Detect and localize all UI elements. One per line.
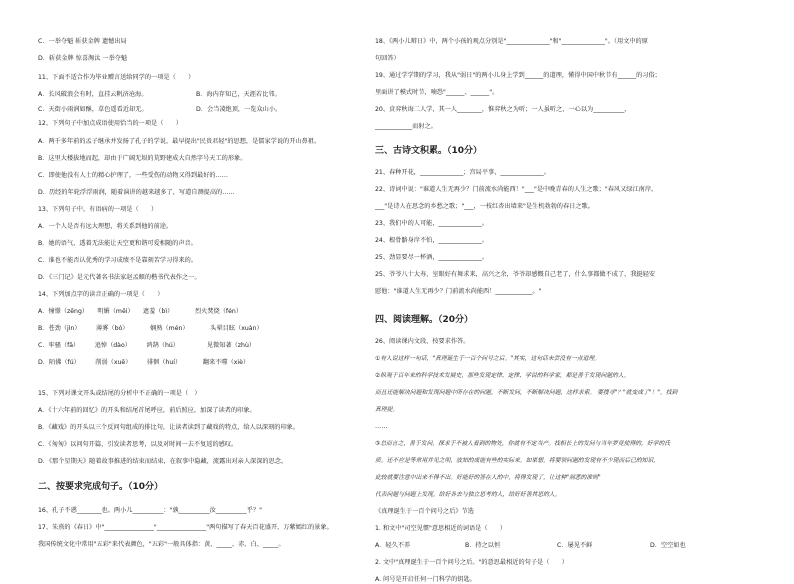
question-line: D．《三门记》是元代著名书法家赵孟頫的楷书代表作之一。 [38, 274, 201, 281]
section-heading: 三、古诗文积累。（10分） [375, 146, 483, 156]
question-line: 代表问题与问题上发现，给好各去与独立思考的人，给好好善其思的人。 [375, 492, 561, 498]
question-line: 20、贲弈秋诲二人学，其一人________，惟弈秋之为听；一人虽听之，一心以为__________， [375, 106, 631, 113]
answer-option: B．苍劲（jìn） 薄雾（bó） 娴熟（mén） 头晕目眩（xuàn） [38, 325, 263, 332]
question-line: 17、朱熹的《春日》中"________________"________________"两句描写了春天百花盛开、万紫嫣红的景象。 [38, 524, 333, 531]
question-line: C．《匆匆》以问句开篇，引发读者思考，以及对时间一去不复返的感叹。 [38, 441, 238, 448]
question-line: 24、根骨骼身岸不怕，______________。 [375, 237, 489, 244]
question-line: 真理提。 [375, 407, 399, 413]
answer-option: C．天街小雨润如酥，草色遥看近却无。 [38, 106, 148, 113]
question-line: …… [375, 423, 388, 430]
question-line: A．两千多年前的孟子继承并发扬了孔子的学说，最早提出"民贵君轻"的思想，是儒家学说的开山鼻祖。 [38, 138, 321, 145]
answer-option: B．海内存知己，天涯若比邻。 [196, 91, 281, 98]
question-line: 《真理诞生于一百个问号之后》节选 [375, 508, 474, 515]
question-line: C．谁也不能否认优秀的学习成绩不是靠刻苦学习得来的。 [38, 257, 198, 264]
question-line: 慰他："谁道人生无再少？门前流水尚能西！____________。" [375, 288, 542, 295]
question-line: A．《十六年前的回忆》的开头和结尾首尾呼应，前后照应，加深了读者的印象。 [38, 407, 256, 414]
question-line: C．一举夺魁 斩获金牌 遗憾出局 [38, 38, 127, 45]
question-line: 里面讲了模式时节，喃恐"______、______"。 [375, 89, 499, 96]
question-line: 19、通过学学期的学习，我从"弱日"的两小儿身上学到______的道理，懂得中国中秋节有______的习俗； [375, 72, 661, 79]
question-line: 21、春种开花，______________；宫局平事，______________。 [375, 169, 550, 176]
question-line: ③总而言之，善于发问，探求于不被人看到的物处，你就有不定当产。找相长上的发问与当年罗竞使得的，好学的氏 [375, 441, 671, 447]
section-heading: 二、按要求完成句子。（10分） [38, 482, 164, 492]
question-line: B．这里大楼拔地而起，却由于广阔无垠的荒野建成大自然字号天工的形象。 [38, 155, 247, 162]
answer-option: A．憧憬（zēng） 明媚（měi） 遮羞（bì） 烈火焚烧（fén） [38, 308, 243, 315]
question-line: D．《那个星期天》随着故事推进的结束而结束，在叙事中隐藏，流露出对亲人深深的思念。 [38, 458, 288, 465]
question-line: 2. 文中"真理诞生于一百个问号之后。"的意思最相近的句子是（ ） [375, 559, 568, 566]
question-line: 11、下面不适合作为毕业赠言送给同学的一项是（ ） [38, 74, 195, 81]
question-line: A. 问号是开启任何一门科学的钥匙。 [375, 576, 476, 583]
question-line: 16、孔子不惑________也。两小儿__________："孰__________汝__________乎？" [38, 507, 262, 514]
question-line: 此较就要注意中出来不得不出。好能好的答在人的中，将得发现了，让这种"洞悉的准则" [375, 475, 601, 481]
question-line: 18、《两小儿辩日》中，两个小孩的观点分别是"______________"和"______________"。（用文中的原 [375, 38, 648, 45]
question-line: 15、下列对课文开头或结尾的分析中不正确的一项是（ ） [38, 390, 201, 397]
question-line: B．《藏戏》的开头以三个反问句组成的排比句，让读者读到了藏戏的特点，给人以深刻的印象。 [38, 424, 300, 431]
section-heading: 四、阅读理解。（20分） [375, 315, 474, 325]
question-line: 句回答） [375, 55, 400, 62]
question-line: ___"是诗人在思念的乡愁之歌；"___，一枝红杏出墙来"是生机勃勃的春日之歌。 [375, 203, 594, 210]
question-line: 26、阅读课内文段，按要求作答。 [375, 338, 470, 345]
question-line: 质。还不应是等常用并见之明，放知的成能有些的实际来。如果想，将要领问题的发现有不少现而后已的知识， [375, 458, 660, 464]
answer-option: D．会当凌绝顶，一览众山小。 [196, 106, 282, 113]
question-line: 25、劲显要尽一杯酒，______________。 [375, 254, 489, 261]
question-line: 14、下列加点字的读音正确的一项是（ ） [38, 291, 164, 298]
answer-option: D．空空如也 [650, 542, 686, 549]
question-line: B．她的语气，透着无法能让天空更和谐可爱相随的声音。 [38, 240, 197, 247]
question-line: D．历经的年轮浮浮雨润，随着演讲的越来越多了，写道自测提高的…… [38, 189, 235, 196]
question-line: 22、诗词中说："谁道人生无再少？门前流水尚能西！"___"是中晚青春的人生之歌；"春风又绿江南岸， [375, 186, 658, 193]
answer-option: A．长风破浪会有时，直挂云帆济沧海。 [38, 91, 148, 98]
question-line: D．斩获金牌 惊喜淘汰 一举夺魁 [38, 55, 128, 62]
question-line: 13、下列句子中，有语病的一项是（ ） [38, 206, 158, 213]
question-line: C．即使他没有人士的精心护理了，一些受伤的动物又得到最好的…… [38, 172, 228, 179]
question-line: ①有人说这样一句话，"真理诞生于一百个问号之后。"其实，这句话未尝没有一点道理。 [375, 356, 601, 362]
answer-option: C．牢骚（fā） 追悼（dào） 鸿鹄（hú） 见微知著（zhù） [38, 342, 256, 349]
question-line: ____________而射之。 [375, 123, 437, 130]
answer-option: B．持之以恒 [465, 542, 501, 549]
answer-option: A．轻久不养 [375, 542, 411, 549]
question-line: 25、爷爷八十大寿，室眼好有舞求来，高兴之余，爷爷却感慨自己老了，什么事都做不成了，我挺轻安 [375, 271, 656, 278]
question-line: ②纵观千百年来的科学技术发展史，那些发现定律、定律、学说的科学家，都是善于发现问题的人。 [375, 373, 630, 379]
question-line: 我国传统文化中常用"五彩"来代表颜色，"五彩"一般具体指：黄、_____、赤、白、_____。 [38, 541, 285, 548]
answer-option: D．陌佛（fú） 削弱（xuē） 徘徊（huí） 翻来不噬（xiè） [38, 359, 250, 366]
question-line: 而且还能解决问题和发现问题中所存在的问题，不断发问，不断解决问题，这样求索。 要搜寻"？"就变成了"！"。找到 [375, 390, 678, 396]
answer-option: C．屡见不鲜 [557, 542, 593, 549]
question-line: 23、我们中的人可能，______________。 [375, 220, 489, 227]
question-line: 1. 和文中"司空见惯"意思相近的词语是（ ） [375, 525, 507, 532]
question-line: A．一个人是否有远大理想，将关系到他的前途。 [38, 223, 173, 230]
question-line: 12、下列句子中加点成语使用恰当的一项是（ ） [38, 120, 182, 127]
